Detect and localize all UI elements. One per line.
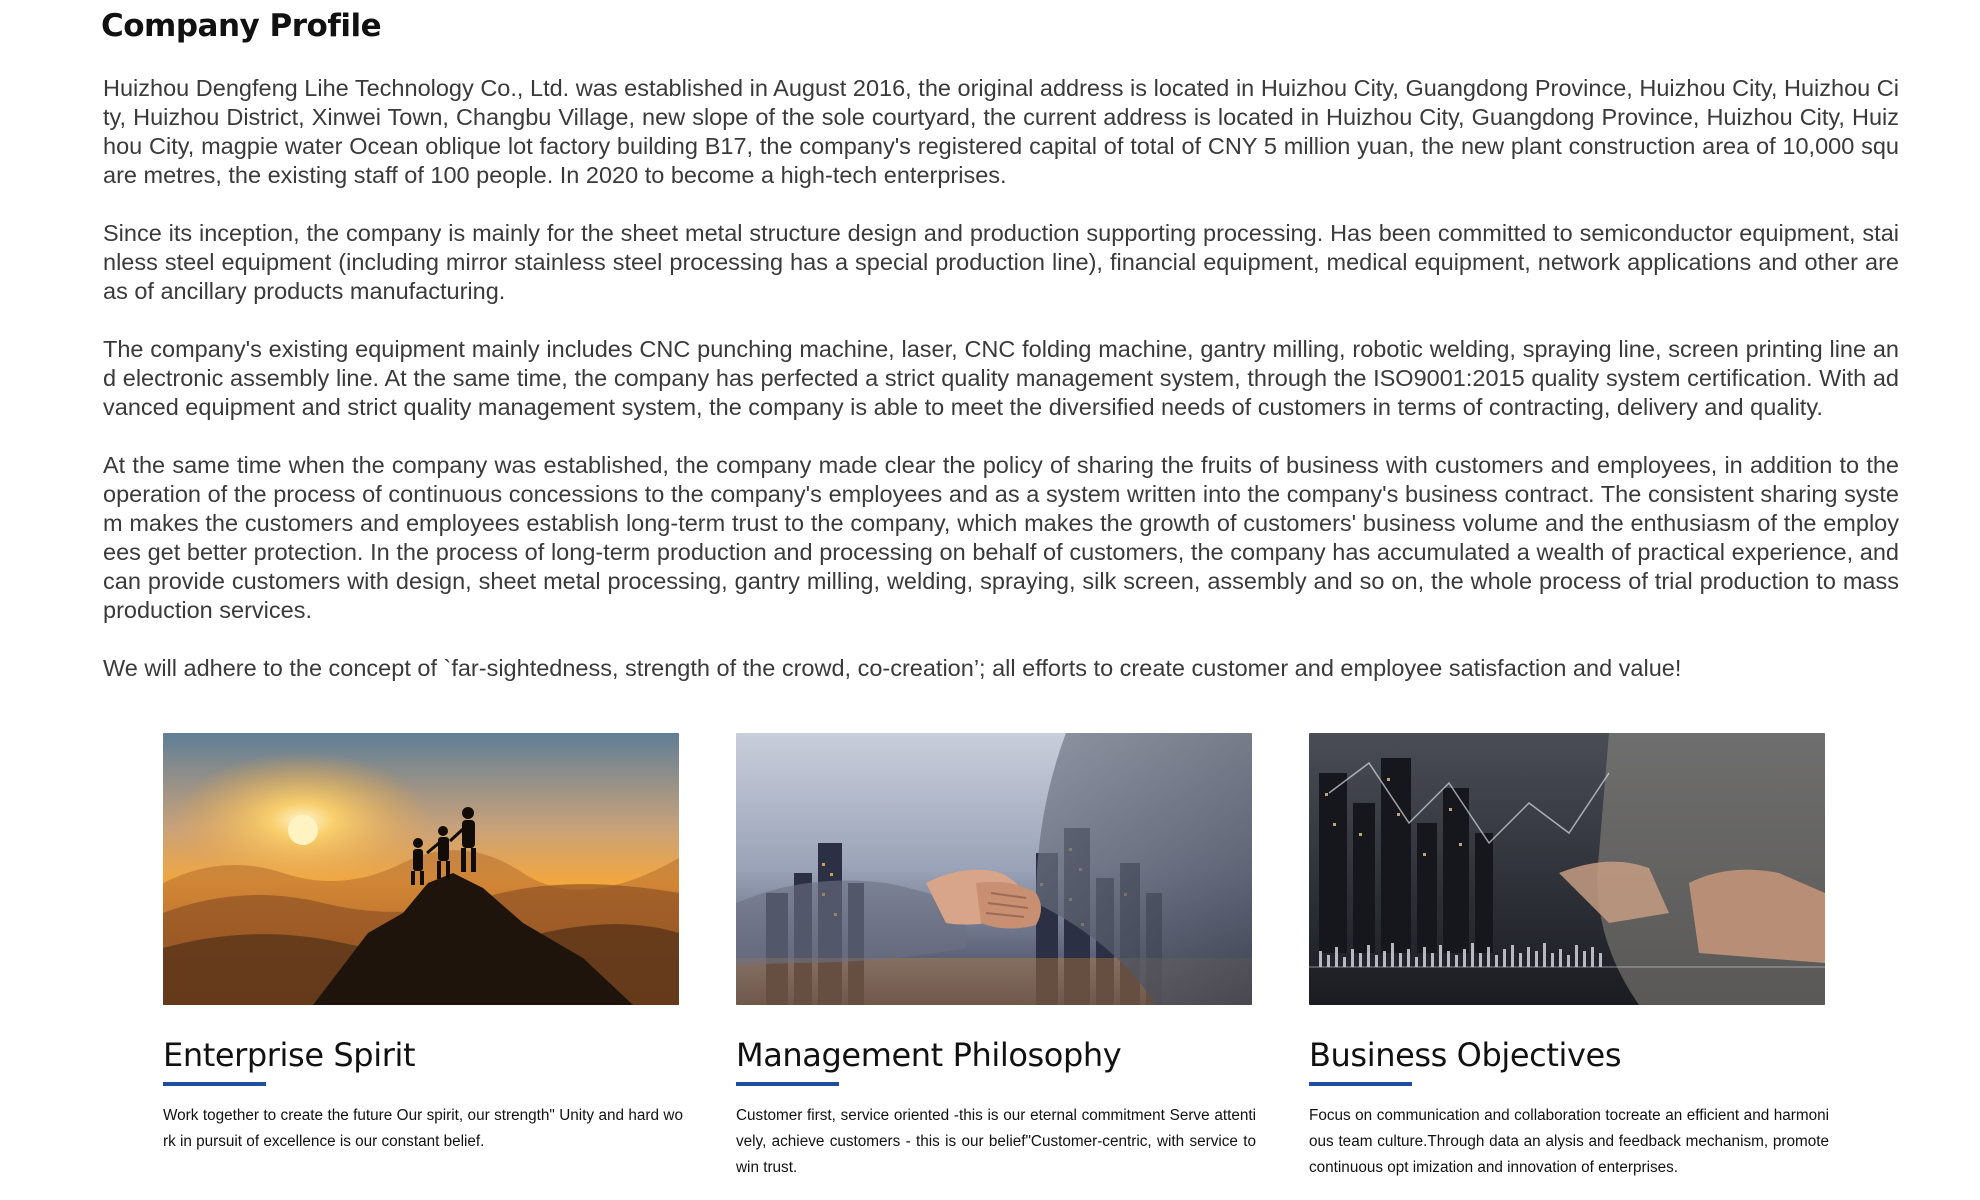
intro-paragraph: At the same time when the company was established, the company made clear the policy of sharing the fruits of business with customers and employees, in addition to the operation of the process of continuous concessions to the company's employees and as a system written into the company's business contract. The consistent sharing system makes the customers and employees establish long-term trust to the company, which makes the growth of customers' business volume and the enthusiasm of the employees get better protection. In the process of long-term production and processing on behalf of customers, the company has accumulated a wealth of practical experience, and can provide customers with design, sheet metal processing, gantry milling, welding, spraying, silk screen, assembly and so on, the whole process of trial production to mass production services.: [103, 452, 1899, 623]
mountain-climbers-sunset-photo: [163, 733, 679, 1005]
title-underline: [163, 1082, 266, 1086]
company-profile-intro: [103, 74, 1899, 712]
page-title: Company Profile: [101, 8, 382, 44]
intro-paragraph: Since its inception, the company is mainly for the sheet metal structure design and production supporting processing. Has been committed to semiconductor equipment, stainless steel equipment (including mirror stainless steel processing has a special production line), financial equipment, medical equipment, network applications and other areas of ancillary products manufacturing.: [103, 220, 1899, 304]
card-title: Enterprise Spirit: [163, 1036, 416, 1074]
title-underline: [1309, 1082, 1412, 1086]
title-underline: [736, 1082, 839, 1086]
intro-paragraph: The company's existing equipment mainly includes CNC punching machine, laser, CNC folding machine, gantry milling, robotic welding, spraying line, screen printing line and electronic assembly line. At the same time, the company has perfected a strict quality management system, through the ISO9001:2015 quality system certification. With advanced equipment and strict quality management system, the company is able to meet the diversified needs of customers in terms of contracting, delivery and quality.: [103, 336, 1899, 420]
business-city-data-analysis-photo: [1309, 733, 1825, 1005]
handshake-city-skyline-photo: [736, 733, 1252, 1005]
intro-paragraph: We will adhere to the concept of `far-sightedness, strength of the crowd, co-creation’; all efforts to create customer and employee satisfaction and value!: [103, 655, 1682, 681]
business-objectives-card: [1309, 733, 1829, 1181]
card-description: Focus on communication and collaboration tocreate an efficient and harmonious team culture.Through data an alysis and feedback mechanism, promotecontinuous opt imization and innovation of enterprises.: [1309, 1107, 1829, 1176]
enterprise-spirit-card: [163, 733, 683, 1155]
card-title: Business Objectives: [1309, 1036, 1622, 1074]
card-title: Management Philosophy: [736, 1036, 1122, 1074]
card-description: Customer first, service oriented -this is our eternal commitment Serve attentively, achieve customers - this is our belief"Customer-centric, with service to win trust.: [736, 1107, 1256, 1176]
card-description: Work together to create the future Our spirit, our strength" Unity and hard work in pursuit of excellence is our constant belief.: [163, 1107, 683, 1150]
intro-paragraph: Huizhou Dengfeng Lihe Technology Co., Ltd. was established in August 2016, the original address is located in Huizhou City, Guangdong Province, Huizhou City, Huizhou City, Huizhou District, Xinwei Town, Changbu Village, new slope of the sole courtyard, the current address is located in Huizhou City, Guangdong Province, Huizhou City, Huizhou City, magpie water Ocean oblique lot factory building B17, the company's registered capital of total of CNY 5 million yuan, the new plant construction area of 10,000 square metres, the existing staff of 100 people. In 2020 to become a high-tech enterprises.: [103, 75, 1899, 188]
management-philosophy-card: [736, 733, 1256, 1181]
